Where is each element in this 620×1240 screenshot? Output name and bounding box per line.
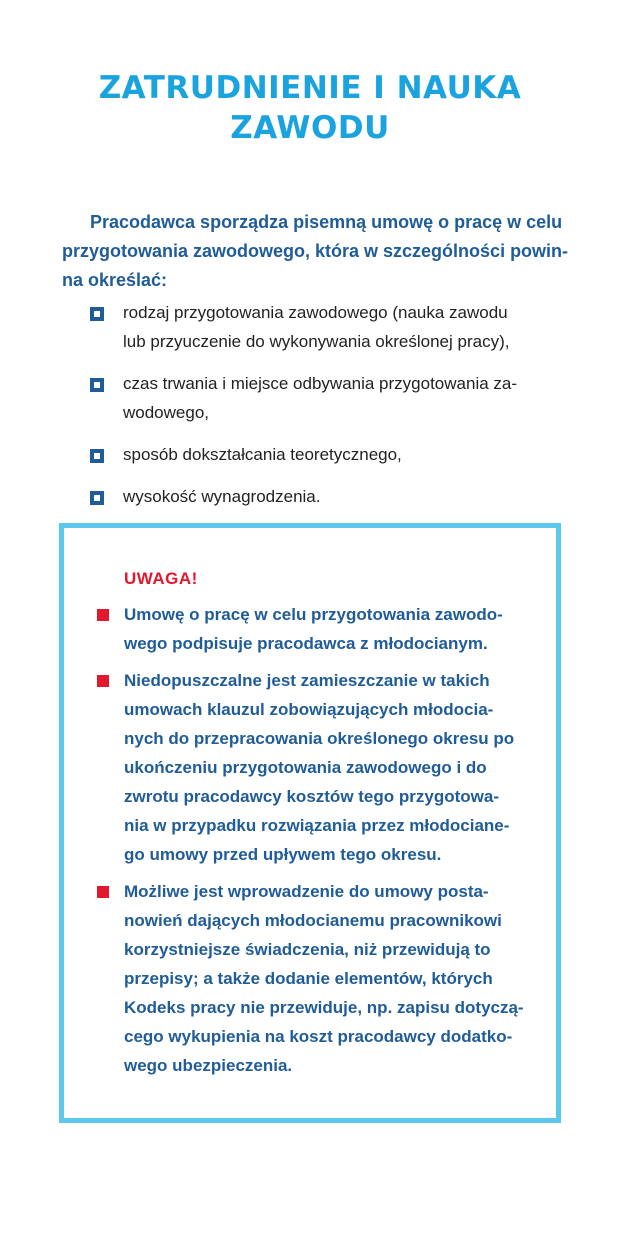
title-line-2: ZAWODU [230,110,390,146]
red-square-bullet-icon [97,675,109,687]
notice-list [96,600,536,1088]
page-title [0,68,620,148]
red-square-bullet-icon [97,886,109,898]
square-bullet-icon [90,378,104,392]
list-item: czas trwania i miejsce odbywania przygotowania za- wodowego, [88,369,568,427]
requirements-list [88,298,568,524]
square-bullet-icon [90,307,104,321]
intro-line-3: na określać: [62,270,168,290]
notice-heading: UWAGA! [124,569,198,588]
notice-item: Możliwe jest wprowadzenie do umowy posta- nowień dających młodocianemu pracownikowi korzystniejsze świadczenia, niż przewidują to przepisy; a także dodanie elementów, których Kodeks pracy nie przewiduje, np. zapisu dotyczą- cego wykupienia na koszt pracodawcy dodatko- wego ubezpieczenia. [96,877,536,1080]
list-item: rodzaj przygotowania zawodowego (nauka zawodu lub przyuczenie do wykonywania określonej pracy), [88,298,568,356]
intro-line-2: przygotowania zawodowego, która w szczególności powin- [62,241,569,261]
square-bullet-icon [90,449,104,463]
intro-line-1: Pracodawca sporządza pisemną umowę o pracę w celu [90,212,563,232]
list-item: wysokość wynagrodzenia. [88,482,568,511]
title-line-1: ZATRUDNIENIE I NAUKA [98,70,522,106]
red-square-bullet-icon [97,609,109,621]
notice-item: Umowę o pracę w celu przygotowania zawodo- wego podpisuje pracodawca z młodocianym. [96,600,536,658]
list-item: sposób dokształcania teoretycznego, [88,440,568,469]
notice-item: Niedopuszczalne jest zamieszczanie w takich umowach klauzul zobowiązujących młodocia- nych do przepracowania określonego okresu po ukończeniu przygotowania zawodowego i do zwrotu pracodawcy kosztów tego przygotowa- nia w przypadku rozwiązania przez młodociane- go umowy przed upływem tego okresu. [96,666,536,869]
intro-paragraph [62,208,569,295]
square-bullet-icon [90,491,104,505]
